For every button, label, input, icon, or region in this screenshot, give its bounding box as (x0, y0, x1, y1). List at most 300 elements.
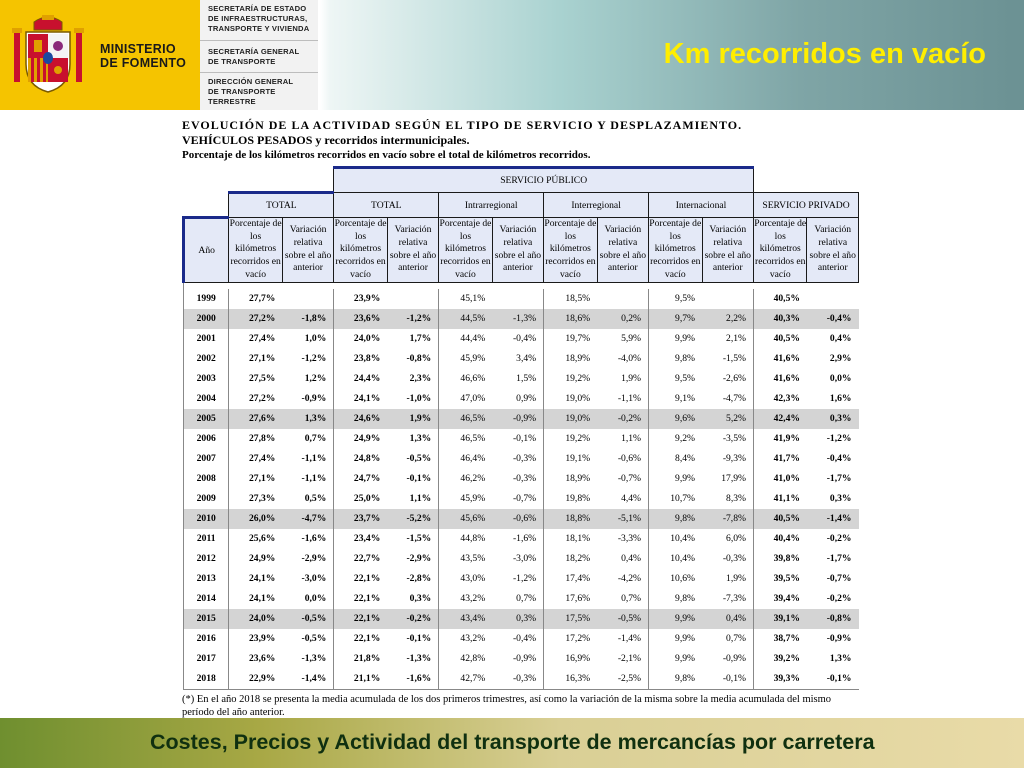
variation-cell: -1,7% (826, 473, 852, 485)
variation-cell: -2,8% (406, 573, 432, 585)
variation-cell: 0,5% (304, 493, 327, 505)
secretariat-general: SECRETARÍA GENERAL DE TRANSPORTE (208, 47, 300, 66)
variation-cell: 1,3% (282, 409, 333, 429)
pct-cell: 9,8% (649, 349, 702, 369)
variation-cell: -1,0% (406, 393, 432, 405)
variation-cell: -1,5% (406, 533, 432, 545)
variation-cell: -0,3% (512, 453, 537, 465)
ministry-line-1: MINISTERIO (100, 42, 176, 56)
pct-cell: 24,1% (229, 569, 282, 589)
pct-cell: 9,5% (649, 289, 702, 309)
pct-cell: 39,1% (754, 609, 807, 629)
pct-cell: 22,1% (334, 609, 387, 629)
table-row (184, 609, 859, 629)
variation-cell: -4,7% (282, 509, 333, 529)
pct-cell: 44,4% (439, 329, 492, 349)
variation-cell: -1,2% (301, 353, 327, 365)
pct-cell: 26,0% (229, 509, 282, 529)
variation-cell: -0,9% (492, 409, 543, 429)
variation-cell: 0,7% (726, 633, 746, 645)
year-cell: 2012 (184, 549, 229, 569)
variation-cell: 0,7% (516, 593, 537, 605)
variation-cell: 8,3% (726, 493, 746, 505)
pct-cell: 43,2% (439, 629, 492, 649)
variation-cell: -0,3% (512, 473, 537, 485)
variation-cell: -1,4% (617, 633, 642, 645)
pct-cell: 24,1% (334, 389, 387, 409)
pct-cell: 9,9% (649, 629, 702, 649)
empty-km-table (182, 166, 859, 690)
group-private-service: SERVICIO PRIVADO (754, 193, 859, 218)
pct-cell: 39,3% (754, 669, 807, 690)
pct-cell: 42,7% (439, 669, 492, 690)
year-cell: 2014 (184, 589, 229, 609)
pct-cell: 22,1% (334, 629, 387, 649)
pct-cell: 45,9% (439, 489, 492, 509)
table-row (184, 549, 859, 569)
pct-cell: 44,5% (439, 309, 492, 329)
pct-cell: 24,0% (229, 609, 282, 629)
pct-cell: 9,9% (649, 469, 702, 489)
variation-cell: 5,2% (702, 409, 753, 429)
pct-cell: 16,3% (544, 669, 597, 690)
variation-cell: 0,7% (621, 593, 642, 605)
variation-cell: -5,2% (387, 509, 438, 529)
variation-cell: -9,3% (722, 453, 746, 465)
year-cell: 2000 (184, 309, 229, 329)
pct-cell: 45,9% (439, 349, 492, 369)
variation-column-header: Variación relativa sobre el año anterior (597, 218, 648, 283)
variation-cell: -1,6% (301, 533, 327, 545)
pct-cell: 17,4% (544, 569, 597, 589)
pct-cell: 23,6% (334, 309, 387, 329)
pct-cell: 22,1% (334, 589, 387, 609)
table-row (184, 489, 859, 509)
variation-cell: -4,2% (617, 573, 642, 585)
variation-cell: -2,6% (722, 373, 746, 385)
variation-cell: -1,2% (826, 433, 852, 445)
variation-cell: -3,3% (617, 533, 642, 545)
pct-cell: 40,4% (754, 529, 807, 549)
pct-cell: 41,6% (754, 349, 807, 369)
variation-cell: 0,4% (621, 553, 642, 565)
table-row (184, 429, 859, 449)
variation-cell: 0,0% (829, 373, 852, 385)
pct-cell: 18,1% (544, 529, 597, 549)
variation-cell: 0,4% (829, 333, 852, 345)
slide-title: Km recorridos en vacío (663, 38, 986, 70)
variation-cell: -2,9% (406, 553, 432, 565)
pct-cell: 27,6% (229, 409, 282, 429)
pct-cell: 9,9% (649, 329, 702, 349)
table-row (184, 629, 859, 649)
pct-cell: 43,0% (439, 569, 492, 589)
variation-cell: 1,7% (409, 333, 432, 345)
variation-cell: -1,4% (282, 669, 333, 690)
year-cell: 2009 (184, 489, 229, 509)
document-body (182, 118, 862, 719)
pct-cell: 19,0% (544, 409, 597, 429)
pct-cell: 9,6% (649, 409, 702, 429)
variation-cell: 1,1% (621, 433, 642, 445)
variation-cell: 1,5% (516, 373, 537, 385)
variation-column-header: Variación relativa sobre el año anterior (807, 218, 859, 283)
pct-cell: 24,6% (334, 409, 387, 429)
variation-cell: 0,2% (597, 309, 648, 329)
variation-cell: -1,2% (387, 309, 438, 329)
variation-cell: 1,0% (304, 333, 327, 345)
pct-cell: 46,2% (439, 469, 492, 489)
pct-cell: 23,7% (334, 509, 387, 529)
year-cell: 2002 (184, 349, 229, 369)
pct-cell: 17,2% (544, 629, 597, 649)
pct-cell: 46,4% (439, 449, 492, 469)
variation-cell: -1,1% (617, 393, 642, 405)
variation-cell: 1,9% (387, 409, 438, 429)
pct-cell: 27,1% (229, 349, 282, 369)
pct-cell: 41,6% (754, 369, 807, 389)
pct-cell: 40,5% (754, 329, 807, 349)
pct-cell: 27,4% (229, 329, 282, 349)
pct-cell: 9,5% (649, 369, 702, 389)
year-cell: 2018 (184, 669, 229, 690)
variation-cell (807, 289, 859, 309)
variation-cell: -3,0% (512, 553, 537, 565)
pct-cell: 39,5% (754, 569, 807, 589)
variation-cell: -0,6% (492, 509, 543, 529)
variation-cell: 1,9% (726, 573, 746, 585)
year-cell: 2007 (184, 449, 229, 469)
pct-cell: 46,5% (439, 429, 492, 449)
pct-cell: 42,3% (754, 389, 807, 409)
variation-cell: -0,8% (807, 609, 859, 629)
group-interregional: Interregional (544, 193, 649, 218)
table-heading (182, 118, 862, 163)
pct-cell: 43,5% (439, 549, 492, 569)
group-total-public: TOTAL (334, 193, 439, 218)
pct-cell: 18,9% (544, 349, 597, 369)
pct-cell: 39,8% (754, 549, 807, 569)
variation-cell: -0,4% (512, 333, 537, 345)
pct-cell: 9,2% (649, 429, 702, 449)
pct-cell: 41,0% (754, 469, 807, 489)
variation-cell: 1,1% (409, 493, 432, 505)
pct-cell: 10,7% (649, 489, 702, 509)
variation-cell: -0,4% (512, 633, 537, 645)
variation-cell: 4,4% (621, 493, 642, 505)
table-row (184, 509, 859, 529)
group-total-overall: TOTAL (229, 193, 334, 218)
pct-cell: 23,9% (229, 629, 282, 649)
variation-cell: -0,2% (387, 609, 438, 629)
pct-cell: 17,5% (544, 609, 597, 629)
pct-cell: 19,7% (544, 329, 597, 349)
variation-cell: -0,5% (301, 633, 327, 645)
year-cell: 2013 (184, 569, 229, 589)
pct-cell: 39,2% (754, 649, 807, 669)
variation-cell: 5,9% (621, 333, 642, 345)
variation-cell: 1,9% (621, 373, 642, 385)
variation-cell: 0,0% (304, 593, 327, 605)
variation-cell: -1,3% (301, 653, 327, 665)
variation-cell: -3,0% (301, 573, 327, 585)
pct-cell: 44,8% (439, 529, 492, 549)
pct-cell: 10,4% (649, 529, 702, 549)
header-banner (0, 0, 1024, 110)
table-row (184, 309, 859, 329)
variation-cell: 6,0% (726, 533, 746, 545)
variation-cell: 0,3% (409, 593, 432, 605)
variation-cell (492, 289, 543, 309)
pct-cell: 18,9% (544, 469, 597, 489)
variation-cell (282, 289, 333, 309)
divider (200, 72, 318, 73)
year-cell: 2015 (184, 609, 229, 629)
pct-column-header: Porcentaje de los kilómetros recorridos en vacío (229, 218, 282, 283)
pct-cell: 43,2% (439, 589, 492, 609)
pct-cell: 41,1% (754, 489, 807, 509)
pct-cell: 27,4% (229, 449, 282, 469)
variation-column-header: Variación relativa sobre el año anterior (282, 218, 333, 283)
pct-cell: 21,1% (334, 669, 387, 690)
pct-cell: 43,4% (439, 609, 492, 629)
pct-cell: 9,7% (649, 309, 702, 329)
pct-cell: 18,5% (544, 289, 597, 309)
table-row (184, 589, 859, 609)
pct-cell: 27,5% (229, 369, 282, 389)
variation-cell: 0,3% (829, 493, 852, 505)
footer-title: Costes, Precios y Actividad del transporte de mercancías por carretera (150, 730, 875, 754)
pct-cell: 18,8% (544, 509, 597, 529)
variation-cell: -0,9% (512, 653, 537, 665)
variation-cell: -0,9% (722, 653, 746, 665)
table-row (184, 569, 859, 589)
variation-cell: 2,1% (726, 333, 746, 345)
variation-cell: -1,6% (512, 533, 537, 545)
heading-line-1: EVOLUCIÓN DE LA ACTIVIDAD SEGÚN EL TIPO DE SERVICIO Y DESPLAZAMIENTO. (182, 118, 743, 132)
variation-cell: -1,5% (722, 353, 746, 365)
variation-cell: -0,5% (282, 609, 333, 629)
variation-cell: -5,1% (597, 509, 648, 529)
pct-cell: 27,3% (229, 489, 282, 509)
pct-cell: 24,9% (229, 549, 282, 569)
variation-cell: -1,2% (512, 573, 537, 585)
pct-cell: 41,7% (754, 449, 807, 469)
variation-cell: 3,4% (516, 353, 537, 365)
pct-cell: 27,7% (229, 289, 282, 309)
ministry-logo-box (0, 0, 200, 110)
pct-cell: 25,6% (229, 529, 282, 549)
variation-cell: -1,6% (387, 669, 438, 690)
pct-cell: 45,1% (439, 289, 492, 309)
table-row (184, 649, 859, 669)
pct-cell: 39,4% (754, 589, 807, 609)
group-internacional: Internacional (649, 193, 754, 218)
pct-cell: 9,9% (649, 649, 702, 669)
year-cell: 2003 (184, 369, 229, 389)
table-row (184, 469, 859, 489)
year-cell: 2008 (184, 469, 229, 489)
table-row (184, 349, 859, 369)
pct-cell: 38,7% (754, 629, 807, 649)
table-row (184, 409, 859, 429)
pct-cell: 46,5% (439, 409, 492, 429)
variation-cell: -4,7% (722, 393, 746, 405)
variation-cell: -0,4% (826, 453, 852, 465)
footer-banner (0, 718, 1024, 768)
variation-cell: -0,5% (597, 609, 648, 629)
pct-cell: 19,2% (544, 429, 597, 449)
variation-cell: 17,9% (721, 473, 746, 485)
ministry-line-2: DE FOMENTO (100, 56, 187, 70)
variation-cell: -0,1% (406, 633, 432, 645)
year-cell: 2006 (184, 429, 229, 449)
variation-cell: -0,1% (702, 669, 753, 690)
variation-cell: 1,2% (304, 373, 327, 385)
ministry-name (100, 42, 186, 70)
variation-cell: 2,3% (409, 373, 432, 385)
year-cell: 2001 (184, 329, 229, 349)
pct-cell: 22,1% (334, 569, 387, 589)
pct-cell: 24,1% (229, 589, 282, 609)
slide-content (0, 110, 1024, 718)
pct-cell: 40,5% (754, 509, 807, 529)
public-service-header: SERVICIO PÚBLICO (334, 168, 754, 193)
pct-cell: 25,0% (334, 489, 387, 509)
variation-cell: 1,6% (829, 393, 852, 405)
table-row (184, 369, 859, 389)
variation-cell: -0,6% (617, 453, 642, 465)
pct-cell: 24,9% (334, 429, 387, 449)
table-row (184, 529, 859, 549)
pct-cell: 9,1% (649, 389, 702, 409)
variation-cell: -0,3% (492, 669, 543, 690)
variation-cell: -0,9% (826, 633, 852, 645)
year-cell: 2016 (184, 629, 229, 649)
variation-cell: 0,3% (492, 609, 543, 629)
pct-cell: 21,8% (334, 649, 387, 669)
variation-cell: -1,3% (406, 653, 432, 665)
pct-cell: 40,5% (754, 289, 807, 309)
pct-cell: 18,2% (544, 549, 597, 569)
subheader-row (184, 218, 859, 283)
pct-column-header: Porcentaje de los kilómetros recorridos en vacío (544, 218, 597, 283)
variation-cell: 2,9% (829, 353, 852, 365)
pct-cell: 22,7% (334, 549, 387, 569)
variation-cell: 0,7% (304, 433, 327, 445)
pct-cell: 18,6% (544, 309, 597, 329)
pct-cell: 27,2% (229, 309, 282, 329)
variation-column-header: Variación relativa sobre el año anterior (702, 218, 753, 283)
pct-cell: 46,6% (439, 369, 492, 389)
year-column-header: Año (184, 218, 229, 283)
year-cell: 2010 (184, 509, 229, 529)
pct-column-header: Porcentaje de los kilómetros recorridos en vacío (649, 218, 702, 283)
variation-cell: -3,5% (722, 433, 746, 445)
pct-cell: 10,4% (649, 549, 702, 569)
variation-cell (597, 289, 648, 309)
heading-line-2: VEHÍCULOS PESADOS y recorridos intermunicipales. (182, 133, 470, 147)
variation-cell (387, 289, 438, 309)
variation-cell: 0,3% (807, 409, 859, 429)
variation-cell: -0,2% (597, 409, 648, 429)
variation-cell: -1,1% (301, 473, 327, 485)
variation-cell: -7,8% (702, 509, 753, 529)
variation-column-header: Variación relativa sobre el año anterior (387, 218, 438, 283)
secretariat-state: SECRETARÍA DE ESTADO DE INFRAESTRUCTURAS, TRANSPORTE Y VIVIENDA (208, 4, 310, 33)
pct-cell: 16,9% (544, 649, 597, 669)
variation-cell: -0,2% (826, 593, 852, 605)
variation-cell: 2,2% (702, 309, 753, 329)
pct-cell: 41,9% (754, 429, 807, 449)
coat-of-arms-icon (12, 14, 84, 96)
pct-cell: 27,8% (229, 429, 282, 449)
secretariat-column (200, 0, 318, 110)
variation-cell: -1,3% (492, 309, 543, 329)
variation-cell: -1,1% (301, 453, 327, 465)
pct-cell: 9,9% (649, 609, 702, 629)
year-cell: 2004 (184, 389, 229, 409)
variation-cell: -0,7% (826, 573, 852, 585)
year-cell: 2005 (184, 409, 229, 429)
variation-cell: -1,7% (826, 553, 852, 565)
pct-column-header: Porcentaje de los kilómetros recorridos en vacío (334, 218, 387, 283)
variation-cell: -2,9% (301, 553, 327, 565)
pct-cell: 40,3% (754, 309, 807, 329)
table-row (184, 389, 859, 409)
group-intrarregional: Intrarregional (439, 193, 544, 218)
variation-cell: 0,9% (516, 393, 537, 405)
pct-cell: 27,1% (229, 469, 282, 489)
pct-cell: 23,4% (334, 529, 387, 549)
variation-cell: -7,3% (722, 593, 746, 605)
pct-cell: 19,1% (544, 449, 597, 469)
table-body (184, 282, 859, 689)
pct-cell: 8,4% (649, 449, 702, 469)
table-row (184, 669, 859, 690)
pct-cell: 22,9% (229, 669, 282, 690)
variation-cell: -0,7% (512, 493, 537, 505)
variation-cell: -0,1% (406, 473, 432, 485)
year-cell: 2011 (184, 529, 229, 549)
pct-cell: 27,2% (229, 389, 282, 409)
variation-cell (702, 289, 753, 309)
pct-cell: 24,4% (334, 369, 387, 389)
pct-cell: 10,6% (649, 569, 702, 589)
variation-cell: -0,7% (617, 473, 642, 485)
pct-cell: 19,0% (544, 389, 597, 409)
pct-cell: 23,8% (334, 349, 387, 369)
variation-cell: -0,1% (807, 669, 859, 690)
pct-cell: 19,2% (544, 369, 597, 389)
pct-column-header: Porcentaje de los kilómetros recorridos en vacío (754, 218, 807, 283)
variation-cell: -2,1% (617, 653, 642, 665)
table-row (184, 329, 859, 349)
year-cell: 1999 (184, 289, 229, 309)
variation-cell: -0,8% (406, 353, 432, 365)
variation-cell: -0,1% (512, 433, 537, 445)
variation-cell: 0,4% (702, 609, 753, 629)
pct-cell: 23,9% (334, 289, 387, 309)
pct-cell: 24,0% (334, 329, 387, 349)
directorate-general: DIRECCIÓN GENERAL DE TRANSPORTE TERRESTRE (208, 77, 294, 106)
pct-cell: 47,0% (439, 389, 492, 409)
pct-cell: 45,6% (439, 509, 492, 529)
year-cell: 2017 (184, 649, 229, 669)
pct-cell: 9,8% (649, 669, 702, 690)
variation-cell: -0,9% (301, 393, 327, 405)
pct-cell: 42,4% (754, 409, 807, 429)
